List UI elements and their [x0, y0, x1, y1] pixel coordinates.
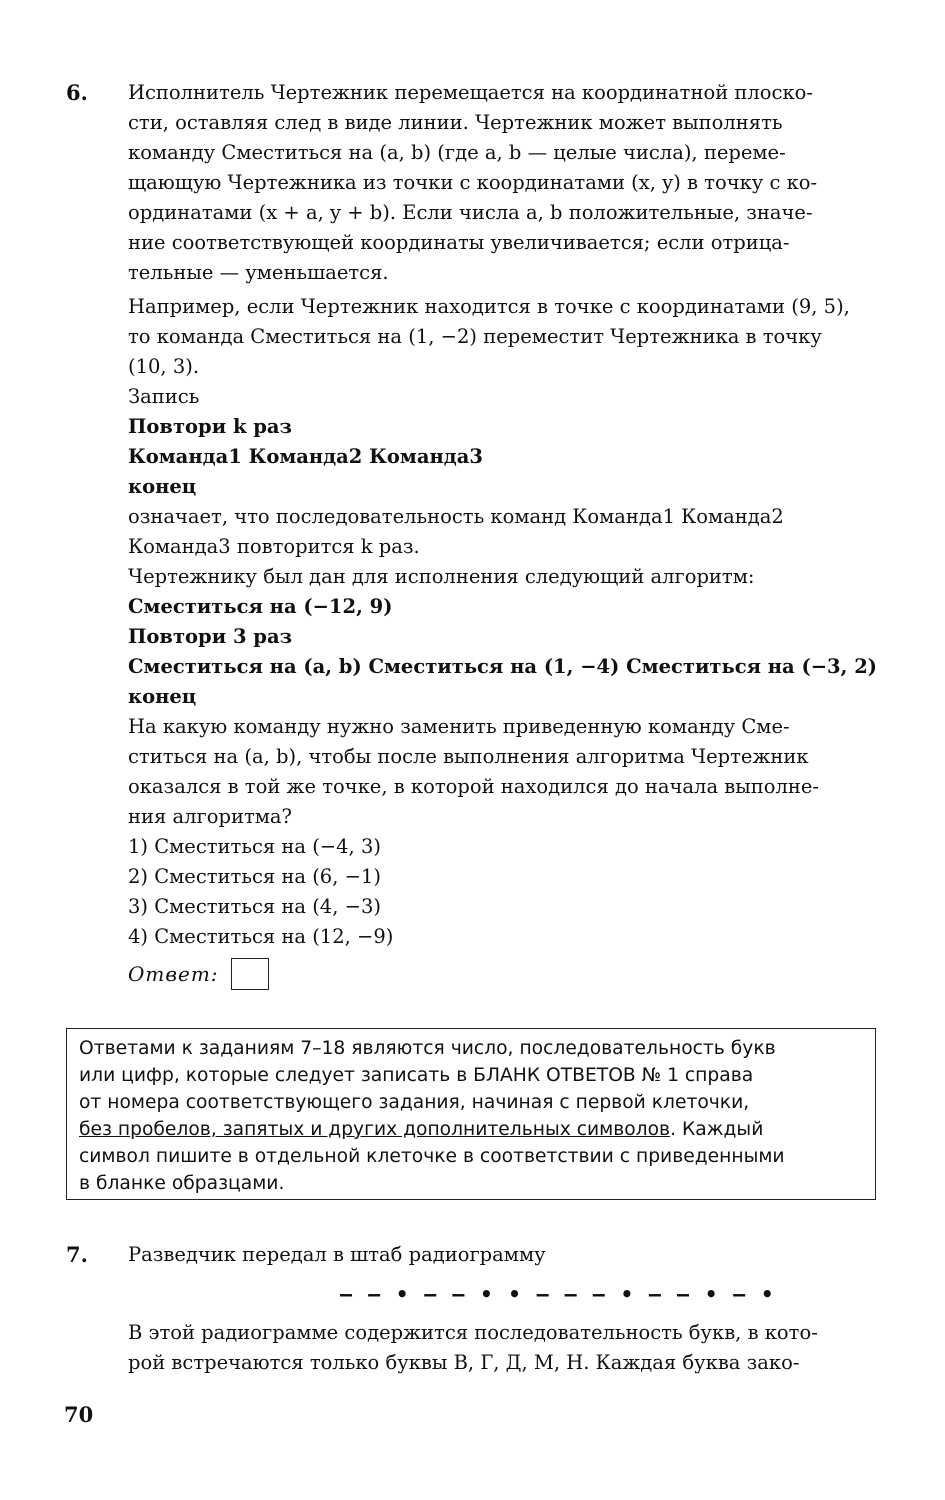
question	[128, 712, 878, 832]
answer-row	[128, 958, 878, 990]
task-6	[128, 78, 878, 990]
given-algorithm: Чертежнику был дан для исполнения следующий алгоритм:	[128, 565, 755, 588]
repeat-k: Повтори k раз	[128, 415, 292, 438]
end-keyword: конец	[128, 475, 197, 498]
question-line: ститься на (a, b), чтобы после выполнения алгоритма Чертежник	[128, 745, 809, 768]
intro-line: Исполнитель Чертежник перемещается на координатной плоско-	[128, 81, 813, 104]
task-7-line: рой встречаются только буквы В, Г, Д, М, Н. Каждая буква зако-	[128, 1351, 800, 1374]
algo-repeat: Повтори 3 раз	[128, 625, 293, 648]
task-7-text	[128, 1318, 878, 1378]
task-6-number: 6.	[66, 80, 88, 105]
option-1: 1) Сместиться на (−4, 3)	[128, 835, 381, 858]
answer-box[interactable]	[231, 958, 269, 990]
page-number: 70	[64, 1402, 94, 1427]
example-line: Например, если Чертежник находится в точке с координатами (9, 5),	[128, 295, 850, 318]
question-line: ния алгоритма?	[128, 805, 292, 828]
intro-line: ординатами (x + a, y + b). Если числа a, b положительные, значе-	[128, 201, 813, 224]
example-line: то команда Сместиться на (1, −2) переместит Чертежника в точку	[128, 325, 822, 348]
question-line: На какую команду нужно заменить приведенную команду Сме-	[128, 715, 790, 738]
record-label: Запись	[128, 385, 200, 408]
meaning	[128, 502, 878, 562]
option-3: 3) Сместиться на (4, −3)	[128, 895, 381, 918]
notice-line-rest: . Каждый	[670, 1119, 764, 1140]
notice-line	[79, 1116, 863, 1143]
end-keyword: конец	[128, 685, 197, 708]
task-7	[128, 1240, 878, 1270]
commands-k: Команда1 Команда2 Команда3	[128, 445, 483, 468]
answer-options	[128, 832, 878, 952]
question-line: оказался в той же точке, в которой находился до начала выполне-	[128, 775, 820, 798]
task-7-line: В этой радиограмме содержится последовательность букв, в кото-	[128, 1321, 818, 1344]
intro-line: щающую Чертежника из точки с координатами (x, y) в точку с ко-	[128, 171, 818, 194]
notice-underlined: без пробелов, запятых и других дополнительных символов	[79, 1119, 671, 1140]
notice-line: или цифр, которые следует записать в БЛАНК ОТВЕТОВ № 1 справа	[79, 1065, 754, 1086]
option-2: 2) Сместиться на (6, −1)	[128, 865, 381, 888]
instructions-box	[66, 1028, 876, 1200]
meaning-line: означает, что последовательность команд Команда1 Команда2	[128, 505, 784, 528]
answer-label: Ответ:	[128, 962, 219, 986]
morse-code: – – • – – • • – – – • – – • – •	[340, 1282, 776, 1306]
algo-body: Сместиться на (a, b) Сместиться на (1, −4) Сместиться на (−3, 2)	[128, 655, 877, 678]
intro-line: тельные — уменьшается.	[128, 261, 389, 284]
example-line: (10, 3).	[128, 355, 200, 378]
notice-line: от номера соответствующего задания, начиная с первой клеточки,	[79, 1092, 750, 1113]
task-6-intro	[128, 78, 878, 288]
intro-line: ние соответствующей координаты увеличивается; если отрица-	[128, 231, 790, 254]
notice-line: в бланке образцами.	[79, 1173, 285, 1194]
notice-line: Ответами к заданиям 7–18 являются число, последовательность букв	[79, 1038, 776, 1059]
intro-line: сти, оставляя след в виде линии. Чертежник может выполнять	[128, 111, 783, 134]
task-7-number: 7.	[66, 1242, 88, 1267]
task-6-example	[128, 292, 878, 382]
algo-step-1: Сместиться на (−12, 9)	[128, 595, 393, 618]
notice-line: символ пишите в отдельной клеточке в соответствии с приведенными	[79, 1146, 785, 1167]
option-4: 4) Сместиться на (12, −9)	[128, 925, 394, 948]
meaning-line: Команда3 повторится k раз.	[128, 535, 420, 558]
task-7-intro: Разведчик передал в штаб радиограмму	[128, 1243, 546, 1266]
intro-line: команду Сместиться на (a, b) (где a, b — целые числа), переме-	[128, 141, 786, 164]
